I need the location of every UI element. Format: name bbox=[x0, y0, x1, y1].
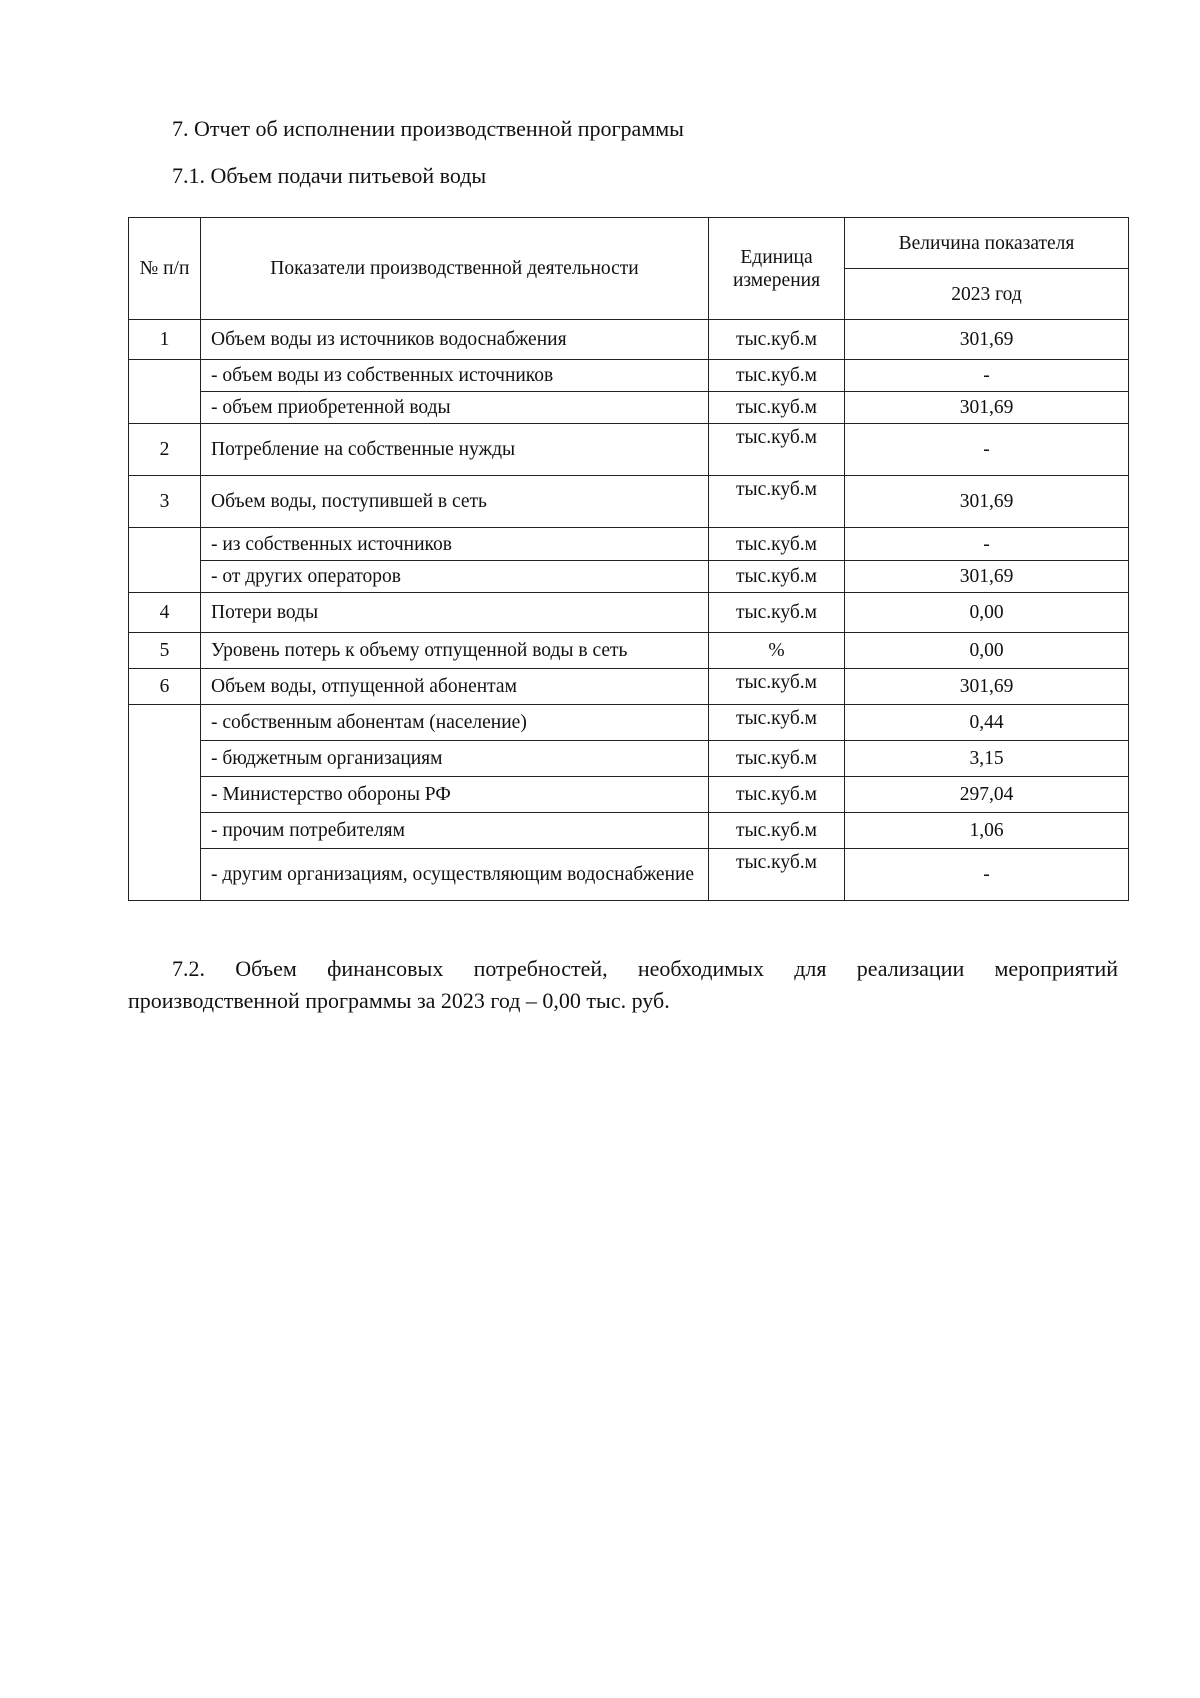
table-row bbox=[129, 633, 1129, 669]
row-value: - bbox=[845, 424, 1129, 476]
row-value: 0,44 bbox=[845, 705, 1129, 741]
row-unit: тыс.куб.м bbox=[709, 561, 845, 593]
table-row bbox=[129, 476, 1129, 528]
row-name: - прочим потребителям bbox=[201, 813, 709, 849]
row-value: 301,69 bbox=[845, 669, 1129, 705]
table-row bbox=[129, 849, 1129, 901]
row-value: 0,00 bbox=[845, 593, 1129, 633]
table-row bbox=[129, 777, 1129, 813]
table-row bbox=[129, 360, 1129, 392]
table-row bbox=[129, 561, 1129, 593]
header-indicator: Показатели производственной деятельности bbox=[201, 218, 709, 320]
row-value: - bbox=[845, 849, 1129, 901]
row-num: 2 bbox=[129, 424, 201, 476]
row-name: Потери воды bbox=[201, 593, 709, 633]
row-value: 301,69 bbox=[845, 476, 1129, 528]
header-unit: Единица измерения bbox=[709, 218, 845, 320]
row-unit: тыс.куб.м bbox=[709, 593, 845, 633]
row-value: 3,15 bbox=[845, 741, 1129, 777]
row-name: - объем приобретенной воды bbox=[201, 392, 709, 424]
row-value: - bbox=[845, 360, 1129, 392]
row-value: 301,69 bbox=[845, 320, 1129, 360]
row-unit: тыс.куб.м bbox=[709, 777, 845, 813]
row-unit: тыс.куб.м bbox=[709, 360, 845, 392]
row-unit: тыс.куб.м bbox=[709, 320, 845, 360]
row-name: - другим организациям, осуществляющим водоснабжение bbox=[201, 849, 709, 901]
row-unit: тыс.куб.м bbox=[709, 849, 845, 901]
row-value: 0,00 bbox=[845, 633, 1129, 669]
table-row bbox=[129, 813, 1129, 849]
row-num: 3 bbox=[129, 476, 201, 528]
row-num: 1 bbox=[129, 320, 201, 360]
table-row bbox=[129, 392, 1129, 424]
section-title: 7. Отчет об исполнении производственной программы bbox=[172, 116, 684, 141]
row-name: Объем воды, поступившей в сеть bbox=[201, 476, 709, 528]
row-value: 301,69 bbox=[845, 392, 1129, 424]
row-name: - Министерство обороны РФ bbox=[201, 777, 709, 813]
row-value: 297,04 bbox=[845, 777, 1129, 813]
table-row bbox=[129, 669, 1129, 705]
table-row bbox=[129, 320, 1129, 360]
table-row bbox=[129, 705, 1129, 741]
water-supply-table bbox=[128, 217, 1129, 901]
table-row bbox=[129, 593, 1129, 633]
financial-needs-paragraph: 7.2. Объем финансовых потребностей, необходимых для реализации мероприятий производственной программы за 2023 год – 0,00 тыс. руб. bbox=[128, 956, 1118, 1013]
row-unit: тыс.куб.м bbox=[709, 705, 845, 741]
row-num bbox=[129, 360, 201, 424]
table-row bbox=[129, 424, 1129, 476]
row-num bbox=[129, 528, 201, 593]
row-num: 6 bbox=[129, 669, 201, 705]
row-num bbox=[129, 705, 201, 901]
row-name: - объем воды из собственных источников bbox=[201, 360, 709, 392]
row-unit: тыс.куб.м bbox=[709, 424, 845, 476]
row-unit: тыс.куб.м bbox=[709, 741, 845, 777]
row-num: 4 bbox=[129, 593, 201, 633]
row-name: - бюджетным организациям bbox=[201, 741, 709, 777]
table-row bbox=[129, 528, 1129, 561]
row-name: Объем воды, отпущенной абонентам bbox=[201, 669, 709, 705]
row-unit: % bbox=[709, 633, 845, 669]
row-unit: тыс.куб.м bbox=[709, 392, 845, 424]
header-num: № п/п bbox=[129, 218, 201, 320]
section-subtitle: 7.1. Объем подачи питьевой воды bbox=[172, 163, 487, 188]
row-name: Потребление на собственные нужды bbox=[201, 424, 709, 476]
row-name: Объем воды из источников водоснабжения bbox=[201, 320, 709, 360]
table-row bbox=[129, 741, 1129, 777]
row-num: 5 bbox=[129, 633, 201, 669]
row-value: 1,06 bbox=[845, 813, 1129, 849]
row-name: - из собственных источников bbox=[201, 528, 709, 561]
row-unit: тыс.куб.м bbox=[709, 476, 845, 528]
row-unit: тыс.куб.м bbox=[709, 813, 845, 849]
row-unit: тыс.куб.м bbox=[709, 669, 845, 705]
row-value: 301,69 bbox=[845, 561, 1129, 593]
row-unit: тыс.куб.м bbox=[709, 528, 845, 561]
row-name: - собственным абонентам (население) bbox=[201, 705, 709, 741]
row-name: - от других операторов bbox=[201, 561, 709, 593]
row-name: Уровень потерь к объему отпущенной воды в сеть bbox=[201, 633, 709, 669]
header-value-group: Величина показателя bbox=[845, 218, 1129, 269]
row-value: - bbox=[845, 528, 1129, 561]
header-year: 2023 год bbox=[845, 269, 1129, 320]
